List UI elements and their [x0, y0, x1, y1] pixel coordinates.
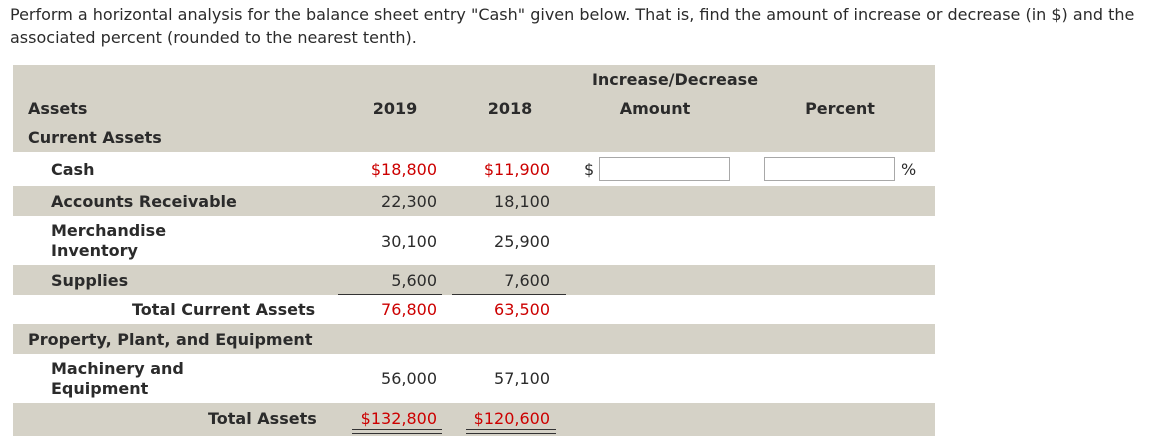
percent-sign: %	[901, 160, 917, 179]
subtotal-rule-2019	[338, 294, 442, 295]
me-2019: 56,000	[381, 369, 437, 388]
percent-header: Percent	[805, 99, 875, 118]
total-double-rule-2019	[352, 429, 442, 434]
ta-2018: $120,600	[473, 409, 550, 428]
supplies-2019: 5,600	[391, 271, 437, 290]
header-band-top	[13, 65, 935, 94]
mi-2019: 30,100	[381, 232, 437, 251]
ar-2019: 22,300	[381, 192, 437, 211]
cash-2018: $11,900	[483, 160, 550, 179]
total-double-rule-2018	[466, 429, 556, 434]
dollar-sign: $	[584, 160, 595, 179]
supplies-label: Supplies	[51, 271, 129, 290]
mi-2018: 25,900	[494, 232, 550, 251]
question-text: Perform a horizontal analysis for the balance sheet entry "Cash" given below. That is, find the amount of increase or decrease (in $) and the associated percent (rounded to the nearest tenth).	[10, 5, 1135, 47]
subtotal-rule-2018	[452, 294, 566, 295]
amount-input[interactable]	[599, 157, 730, 181]
tca-2019: 76,800	[381, 300, 437, 319]
ar-2018: 18,100	[494, 192, 550, 211]
mi-label-line1: Merchandise	[51, 221, 167, 240]
ta-2019: $132,800	[360, 409, 437, 428]
ta-label: Total Assets	[208, 409, 317, 428]
mi-label-line2: Inventory	[51, 241, 138, 260]
amount-header: Amount	[619, 99, 691, 118]
tca-2018: 63,500	[494, 300, 550, 319]
ppe-label: Property, Plant, and Equipment	[28, 330, 313, 349]
supplies-2018: 7,600	[504, 271, 550, 290]
percent-input[interactable]	[764, 157, 895, 181]
current-assets-label: Current Assets	[28, 128, 162, 147]
year-2018-header: 2018	[487, 99, 533, 118]
tca-label: Total Current Assets	[132, 300, 316, 319]
me-2018: 57,100	[494, 369, 550, 388]
ar-label: Accounts Receivable	[51, 192, 237, 211]
increase-decrease-header: Increase/Decrease	[591, 70, 759, 89]
assets-header: Assets	[28, 99, 88, 118]
me-label-line2: Equipment	[51, 379, 149, 398]
cash-2019: $18,800	[370, 160, 437, 179]
cash-label: Cash	[51, 160, 95, 179]
me-label-line1: Machinery and	[51, 359, 184, 378]
year-2019-header: 2019	[372, 99, 418, 118]
